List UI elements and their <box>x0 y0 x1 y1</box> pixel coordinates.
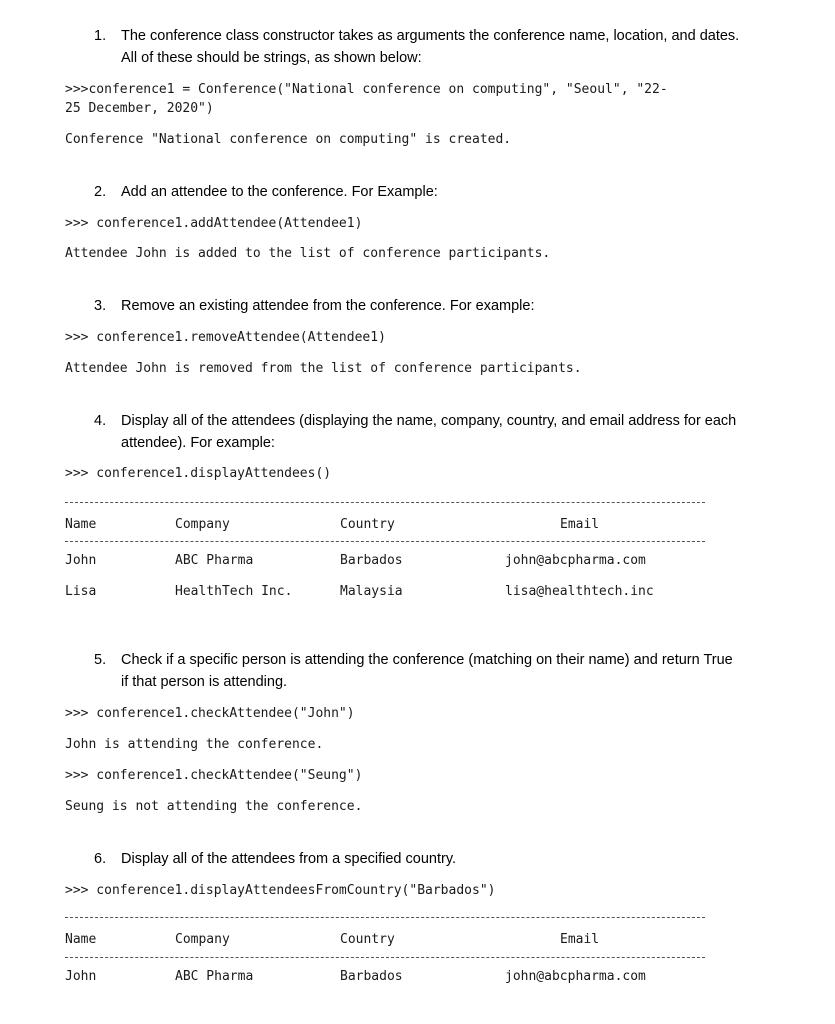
item-number: 6. <box>94 851 107 867</box>
table-cell: John <box>65 969 97 984</box>
table-cell: lisa@healthtech.inc <box>505 584 654 599</box>
code-line: >>> conference1.removeAttendee(Attendee1) <box>65 330 386 345</box>
output-line: Attendee John is removed from the list of conference participants. <box>65 361 582 376</box>
table-cell: ABC Pharma <box>175 969 254 984</box>
item-number: 5. <box>94 652 107 668</box>
code-line: >>> conference1.displayAttendeesFromCountry("Barbados") <box>65 883 496 898</box>
output-line: Conference "National conference on computing" is created. <box>65 132 512 147</box>
table-rule <box>65 917 705 918</box>
output-line: John is attending the conference. <box>65 737 324 752</box>
code-line: 25 December, 2020") <box>65 101 214 116</box>
table-cell: HealthTech Inc. <box>175 584 293 599</box>
output-line: Attendee John is added to the list of conference participants. <box>65 246 551 261</box>
item-text-line: Display all of the attendees (displaying the name, company, country, and email address for each <box>121 413 737 429</box>
table-cell: john@abcpharma.com <box>505 969 646 984</box>
item-text-line: Remove an existing attendee from the conference. For example: <box>121 298 535 314</box>
item-text-line: Check if a specific person is attending the conference (matching on their name) and return True <box>121 652 733 668</box>
item-number: 3. <box>94 298 107 314</box>
table-cell: Lisa <box>65 584 97 599</box>
table-header-cell: Country <box>340 517 395 532</box>
item-text-line: Display all of the attendees from a specified country. <box>121 851 457 867</box>
table-header-cell: Country <box>340 932 395 947</box>
table-cell: Barbados <box>340 969 403 984</box>
table-header-cell: Email <box>560 517 600 532</box>
code-line: >>>conference1 = Conference("National conference on computing", "Seoul", "22- <box>65 82 668 97</box>
code-line: >>> conference1.addAttendee(Attendee1) <box>65 216 363 231</box>
table-cell: ABC Pharma <box>175 553 254 568</box>
table-header-cell: Email <box>560 932 600 947</box>
table-rule <box>65 502 705 503</box>
item-text-line: All of these should be strings, as shown below: <box>121 50 422 66</box>
table-header-cell: Company <box>175 932 230 947</box>
item-number: 1. <box>94 28 107 44</box>
code-line: >>> conference1.checkAttendee("Seung") <box>65 768 363 783</box>
table-cell: john@abcpharma.com <box>505 553 646 568</box>
table-rule <box>65 957 705 958</box>
item-number: 4. <box>94 413 107 429</box>
table-header-cell: Company <box>175 517 230 532</box>
code-line: >>> conference1.checkAttendee("John") <box>65 706 355 721</box>
code-line: >>> conference1.displayAttendees() <box>65 466 332 481</box>
table-header-cell: Name <box>65 517 97 532</box>
table-rule <box>65 541 705 542</box>
table-cell: Malaysia <box>340 584 403 599</box>
item-text-line: attendee). For example: <box>121 435 275 451</box>
item-number: 2. <box>94 184 107 200</box>
item-text-line: Add an attendee to the conference. For Example: <box>121 184 438 200</box>
table-cell: John <box>65 553 97 568</box>
output-line: Seung is not attending the conference. <box>65 799 363 814</box>
table-header-cell: Name <box>65 932 97 947</box>
table-cell: Barbados <box>340 553 403 568</box>
item-text-line: The conference class constructor takes as arguments the conference name, location, and dates. <box>121 28 740 44</box>
item-text-line: if that person is attending. <box>121 674 288 690</box>
